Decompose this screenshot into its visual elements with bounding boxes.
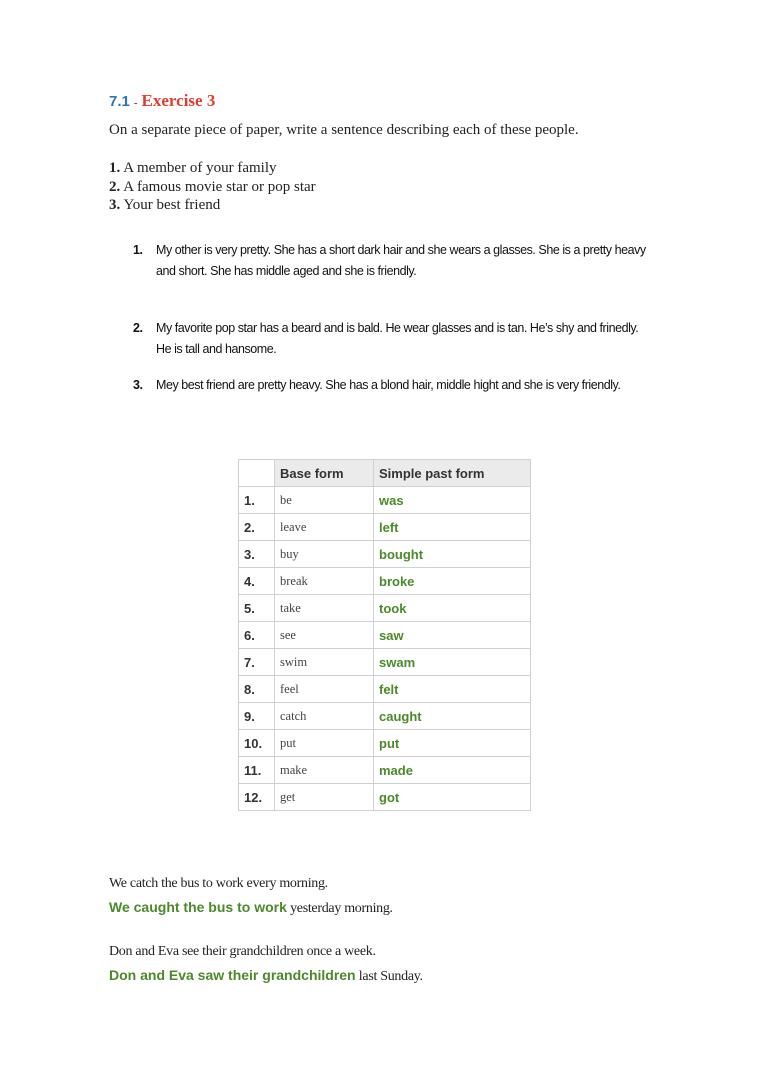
row-number: 12. bbox=[239, 784, 275, 811]
simple-past-cell: made bbox=[374, 757, 531, 784]
example-answer-bold: We caught the bus to work bbox=[109, 899, 287, 915]
exercise-heading bbox=[109, 91, 215, 111]
header-base-form: Base form bbox=[275, 460, 374, 487]
answer-list bbox=[133, 240, 653, 396]
prompt-item bbox=[109, 178, 316, 197]
answer-text: My favorite pop star has a beard and is bald. He wear glasses and is tan. He’s shy and frinedly. He is tall and hansome. bbox=[156, 321, 639, 356]
table-row bbox=[239, 649, 531, 676]
table-row bbox=[239, 595, 531, 622]
table-row bbox=[239, 622, 531, 649]
base-form-cell: swim bbox=[275, 649, 374, 676]
prompt-text: Your best friend bbox=[123, 197, 221, 213]
answer-number: 2. bbox=[133, 321, 143, 335]
simple-past-cell: was bbox=[374, 487, 531, 514]
base-form-cell: feel bbox=[275, 676, 374, 703]
answer-text: My other is very pretty. She has a short dark hair and she wears a glasses. She is a pretty heavy and short. She has middle aged and she is friendly. bbox=[156, 243, 646, 278]
example-answer-rest: last Sunday. bbox=[355, 969, 423, 984]
base-form-cell: see bbox=[275, 622, 374, 649]
answer-item bbox=[133, 318, 653, 360]
example-answer bbox=[109, 899, 393, 917]
prompt-item bbox=[109, 196, 316, 215]
simple-past-cell: left bbox=[374, 514, 531, 541]
table-row bbox=[239, 730, 531, 757]
verb-table-body bbox=[239, 487, 531, 811]
simple-past-cell: swam bbox=[374, 649, 531, 676]
prompt-number: 3. bbox=[109, 197, 121, 213]
table-row bbox=[239, 568, 531, 595]
example-original: Don and Eva see their grandchildren once a week. bbox=[109, 944, 376, 959]
prompt-item bbox=[109, 159, 316, 178]
table-row bbox=[239, 703, 531, 730]
example-original: We catch the bus to work every morning. bbox=[109, 876, 328, 891]
table-row bbox=[239, 541, 531, 568]
simple-past-cell: took bbox=[374, 595, 531, 622]
row-number: 10. bbox=[239, 730, 275, 757]
prompt-list bbox=[109, 159, 316, 215]
example-answer-bold: Don and Eva saw their grandchildren bbox=[109, 967, 356, 983]
row-number: 5. bbox=[239, 595, 275, 622]
table-row bbox=[239, 757, 531, 784]
header-simple-past: Simple past form bbox=[374, 460, 531, 487]
base-form-cell: put bbox=[275, 730, 374, 757]
row-number: 7. bbox=[239, 649, 275, 676]
answer-text: Mey best friend are pretty heavy. She has a blond hair, middle hight and she is very friendly. bbox=[156, 378, 621, 392]
example-answer-rest: yesterday morning. bbox=[286, 901, 393, 916]
simple-past-cell: broke bbox=[374, 568, 531, 595]
answer-item bbox=[133, 375, 653, 396]
answer-number: 1. bbox=[133, 243, 143, 257]
table-row bbox=[239, 514, 531, 541]
base-form-cell: catch bbox=[275, 703, 374, 730]
base-form-cell: leave bbox=[275, 514, 374, 541]
simple-past-cell: saw bbox=[374, 622, 531, 649]
exercise-number: 7.1 bbox=[109, 93, 130, 110]
prompt-text: A famous movie star or pop star bbox=[123, 178, 316, 195]
instruction-text: On a separate piece of paper, write a sentence describing each of these people. bbox=[109, 122, 579, 138]
heading-separator: - bbox=[133, 97, 138, 109]
answer-number: 3. bbox=[133, 378, 143, 392]
simple-past-cell: felt bbox=[374, 676, 531, 703]
example-answer bbox=[109, 967, 423, 985]
row-number: 2. bbox=[239, 514, 275, 541]
table-row bbox=[239, 487, 531, 514]
simple-past-cell: bought bbox=[374, 541, 531, 568]
exercise-title: Exercise 3 bbox=[141, 91, 216, 110]
header-blank-cell bbox=[239, 460, 275, 487]
row-number: 3. bbox=[239, 541, 275, 568]
base-form-cell: take bbox=[275, 595, 374, 622]
prompt-number: 1. bbox=[109, 160, 121, 176]
table-row bbox=[239, 784, 531, 811]
row-number: 6. bbox=[239, 622, 275, 649]
prompt-number: 2. bbox=[109, 178, 121, 195]
base-form-cell: get bbox=[275, 784, 374, 811]
row-number: 9. bbox=[239, 703, 275, 730]
answer-item bbox=[133, 240, 653, 282]
table-row bbox=[239, 676, 531, 703]
base-form-cell: buy bbox=[275, 541, 374, 568]
simple-past-cell: put bbox=[374, 730, 531, 757]
row-number: 4. bbox=[239, 568, 275, 595]
base-form-cell: break bbox=[275, 568, 374, 595]
base-form-cell: be bbox=[275, 487, 374, 514]
simple-past-cell: caught bbox=[374, 703, 531, 730]
simple-past-cell: got bbox=[374, 784, 531, 811]
table-header-row bbox=[239, 460, 531, 487]
row-number: 8. bbox=[239, 676, 275, 703]
row-number: 1. bbox=[239, 487, 275, 514]
verb-table bbox=[238, 459, 531, 811]
row-number: 11. bbox=[239, 757, 275, 784]
prompt-text: A member of your family bbox=[123, 160, 277, 176]
base-form-cell: make bbox=[275, 757, 374, 784]
